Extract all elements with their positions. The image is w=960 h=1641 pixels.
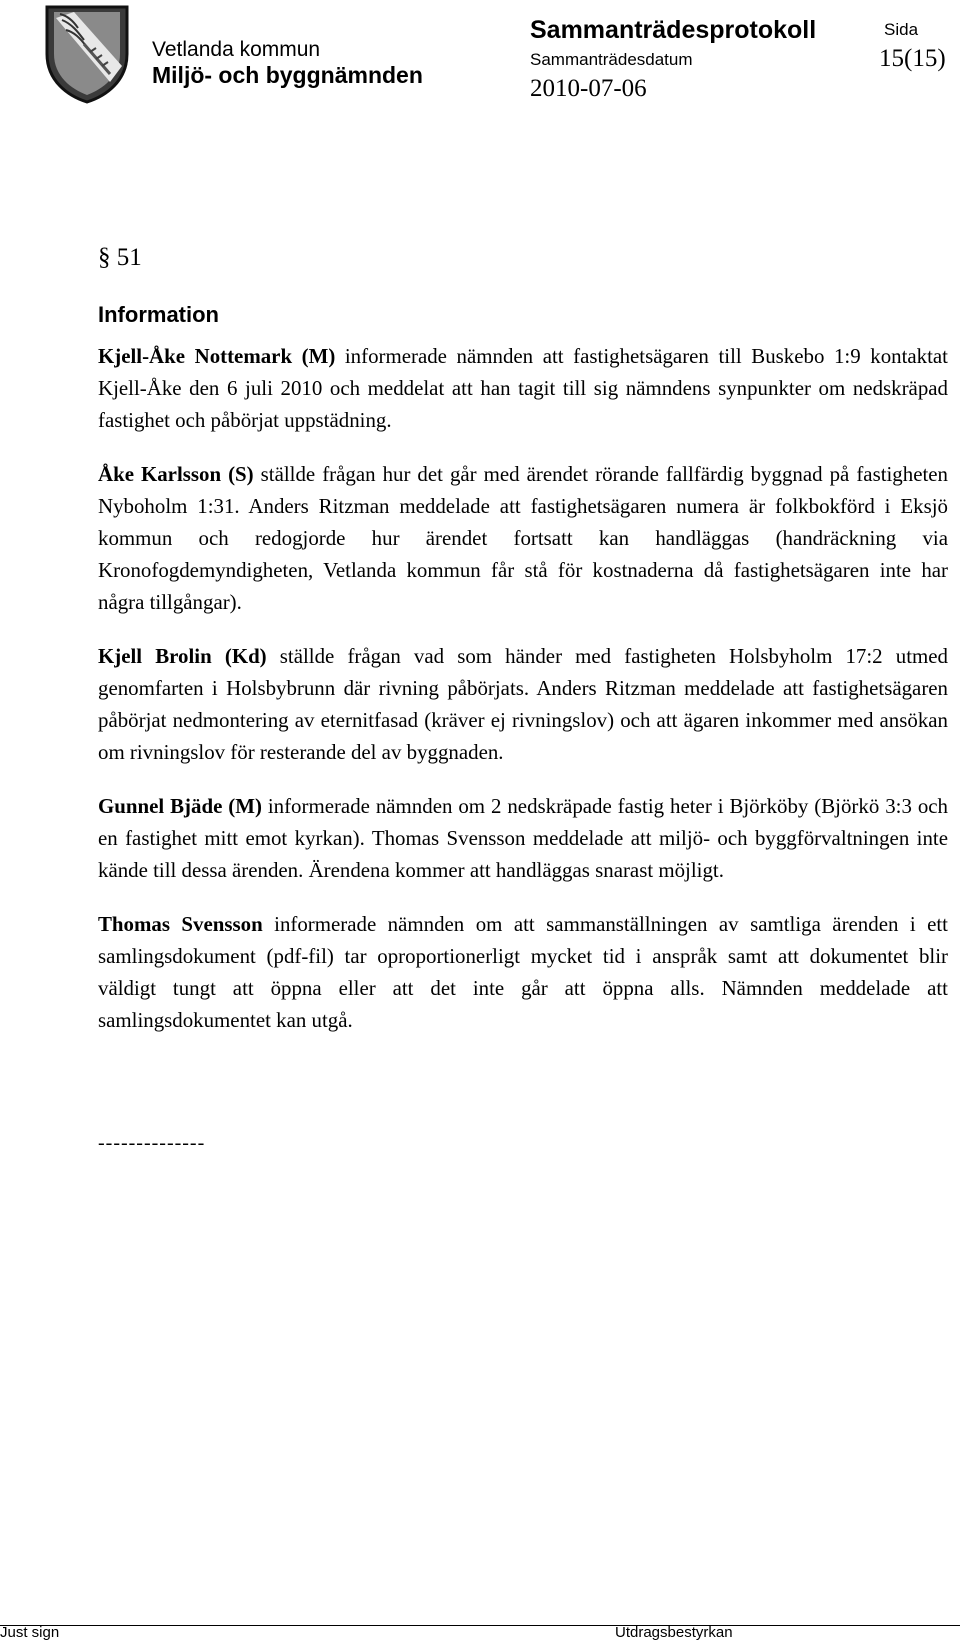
minutes-paragraph	[98, 458, 948, 618]
speaker-name: Åke Karlsson (S)	[98, 462, 254, 486]
coat-of-arms-logo	[44, 4, 130, 104]
document-title: Sammanträdesprotokoll	[530, 16, 817, 44]
separator-line: --------------	[98, 1132, 206, 1154]
minutes-body	[98, 340, 948, 1058]
page-number: 15(15)	[879, 45, 946, 72]
paragraph-text: ställde frågan hur det går med ärendet rörande fallfärdig byggnad på fastigheten Nyboholm 1:31. Anders Ritzman meddelade att fastighetsägaren numera är folkbokförd i Eksjö kommun och redogjorde hur ärendet fortsatt kan handläggas (handräckning via Kronofogdemyndigheten, Vetlanda kommun får stå för kostnaderna då fastighetsägaren inte har några tillgångar).	[98, 462, 948, 614]
footer-certification-label: Utdragsbestyrkan	[615, 1624, 733, 1641]
minutes-paragraph	[98, 790, 948, 886]
speaker-name: Kjell-Åke Nottemark (M)	[98, 344, 336, 368]
paragraph-text: informerade nämnden att fastighetsägaren till Buskebo 1:9 kontaktat Kjell-Åke den 6 juli 2010 och meddelat att han tagit till sig nämndens synpunkter om nedskräpad fastighet och påbörjat uppstädning.	[98, 344, 948, 432]
paragraph-text: informerade nämnden om att sammanställningen av samtliga ärenden i ett samlingsdokument (pdf-fil) tar oproportionerligt mycket tid i anspråk samt att dokumentet blir väldigt tungt att öppna eller att det inte går att öppna alls. Nämnden meddelade att samlingsdokumentet kan utgå.	[98, 912, 948, 1032]
speaker-name: Thomas Svensson	[98, 912, 263, 936]
speaker-name: Kjell Brolin (Kd)	[98, 644, 267, 668]
paragraph-symbol: §	[98, 244, 111, 271]
paragraph-text: ställde frågan vad som händer med fastigheten Holsbyholm 17:2 utmed genomfarten i Holsbybrunn där rivning påbörjats. Anders Ritzman meddelade att fastighetsägaren påbörjat nedmontering av eternitfasad (kräver ej rivningslov) och att ägaren inkommer med ansökan om rivningslov för resterande del av byggnaden.	[98, 644, 948, 764]
paragraph-text: informerade nämnden om 2 nedskräpade fastig heter i Björköby (Björkö 3:3 och en fastighet mitt emot kyrkan). Thomas Svensson meddelade att miljö- och byggförvaltningen inte kände till dessa ärenden. Ärendena kommer att handläggas snarast möjligt.	[98, 794, 948, 882]
speaker-name: Gunnel Bjäde (M)	[98, 794, 262, 818]
meeting-date-label: Sammanträdesdatum	[530, 50, 693, 69]
minutes-paragraph	[98, 908, 948, 1036]
footer-divider	[0, 1625, 960, 1626]
page-label: Sida	[884, 20, 919, 39]
section-heading: Information	[98, 302, 219, 327]
coat-of-arms-icon	[44, 4, 130, 104]
minutes-paragraph	[98, 340, 948, 436]
board-name: Miljö- och byggnämnden	[152, 62, 423, 88]
meeting-date-value: 2010-07-06	[530, 75, 647, 102]
paragraph-number	[98, 244, 142, 272]
footer-signature-label: Just sign	[0, 1624, 60, 1641]
paragraph-number-value: 51	[116, 244, 142, 271]
minutes-paragraph	[98, 640, 948, 768]
municipality-name: Vetlanda kommun	[152, 38, 321, 61]
